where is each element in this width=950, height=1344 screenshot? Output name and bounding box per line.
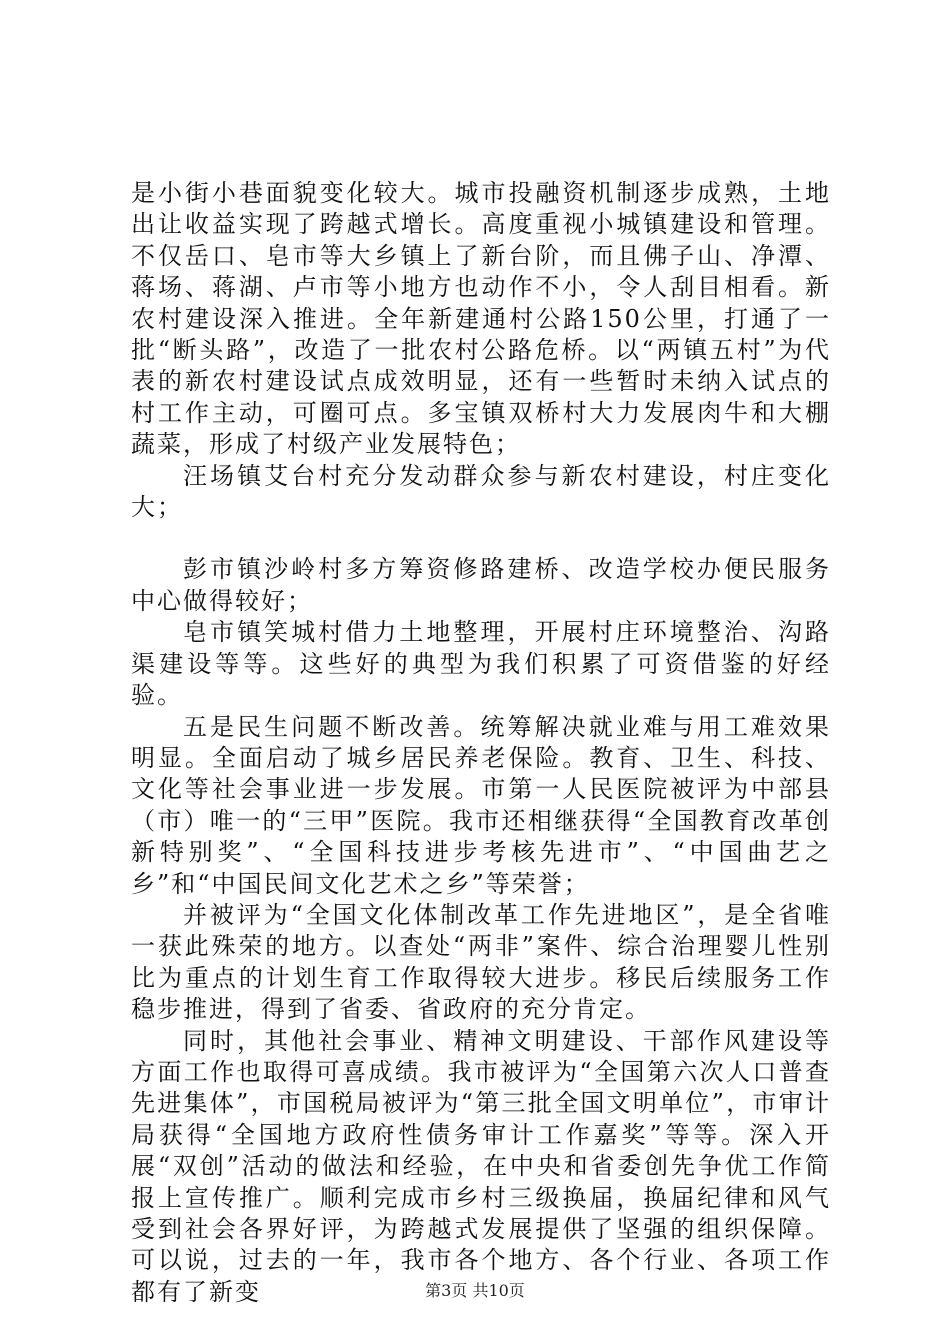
paragraph-4: 皂市镇笑城村借力土地整理，开展村庄环境整治、沟路渠建设等等。这些好的典型为我们积累了可资借鉴的好经验。	[131, 618, 831, 710]
paragraph-7: 同时，其他社会事业、精神文明建设、干部作风建设等方面工作也取得可喜成绩。我市被评为“全国第六次人口普查先进集体”，市国税局被评为“第三批全国文明单位”，市审计局获得“全国地方政府性债务审计工作嘉奖”等等。深入开展“双创”活动的做法和经验，在中央和省委创先争优工作简报上宣传推广。顺利完成市乡村三级换届，换届纪律和风气受到社会各界好评，为跨越式发展提供了坚强的组织保障。可以说，过去的一年，我市各个地方、各个行业、各项工作都有了新变	[131, 1026, 831, 1306]
paragraph-1: 是小街小巷面貌变化较大。城市投融资机制逐步成熟，土地出让收益实现了跨越式增长。高度重视小城镇建设和管理。不仅岳口、皂市等大乡镇上了新台阶，而且佛子山、净潭、蒋场、蒋湖、卢市等小地方也动作不小，令人刮目相看。新农村建设深入推进。全年新建通村公路150公里，打通了一批“断头路”，改造了一批农村公路危桥。以“两镇五村”为代表的新农村建设试点成效明显，还有一些暂时未纳入试点的村工作主动，可圈可点。多宝镇双桥村大力发展肉牛和大棚蔬菜，形成了村级产业发展特色；	[131, 179, 831, 459]
page-footer: 第3页 共10页	[425, 1281, 525, 1300]
document-body	[131, 178, 831, 1308]
paragraph-6: 并被评为“全国文化体制改革工作先进地区”，是全省唯一获此殊荣的地方。以查处“两非”案件、综合治理婴儿性别比为重点的计划生育工作取得较大进步。移民后续服务工作稳步推进，得到了省委、省政府的充分肯定。	[131, 900, 831, 1024]
paragraph-2: 汪场镇艾台村充分发动群众参与新农村建设，村庄变化大；	[131, 461, 831, 522]
paragraph-5: 五是民生问题不断改善。统筹解决就业难与用工难效果明显。全面启动了城乡居民养老保险。教育、卫生、科技、文化等社会事业进一步发展。市第一人民医院被评为中部县（市）唯一的“三甲”医院。我市还相继获得“全国教育改革创新特别奖”、“全国科技进步考核先进市”、“中国曲艺之乡”和“中国民间文化艺术之乡”等荣誉；	[131, 712, 831, 898]
paragraph-gap	[131, 523, 831, 554]
paragraph-3: 彭市镇沙岭村多方筹资修路建桥、改造学校办便民服务中心做得较好；	[131, 555, 831, 615]
